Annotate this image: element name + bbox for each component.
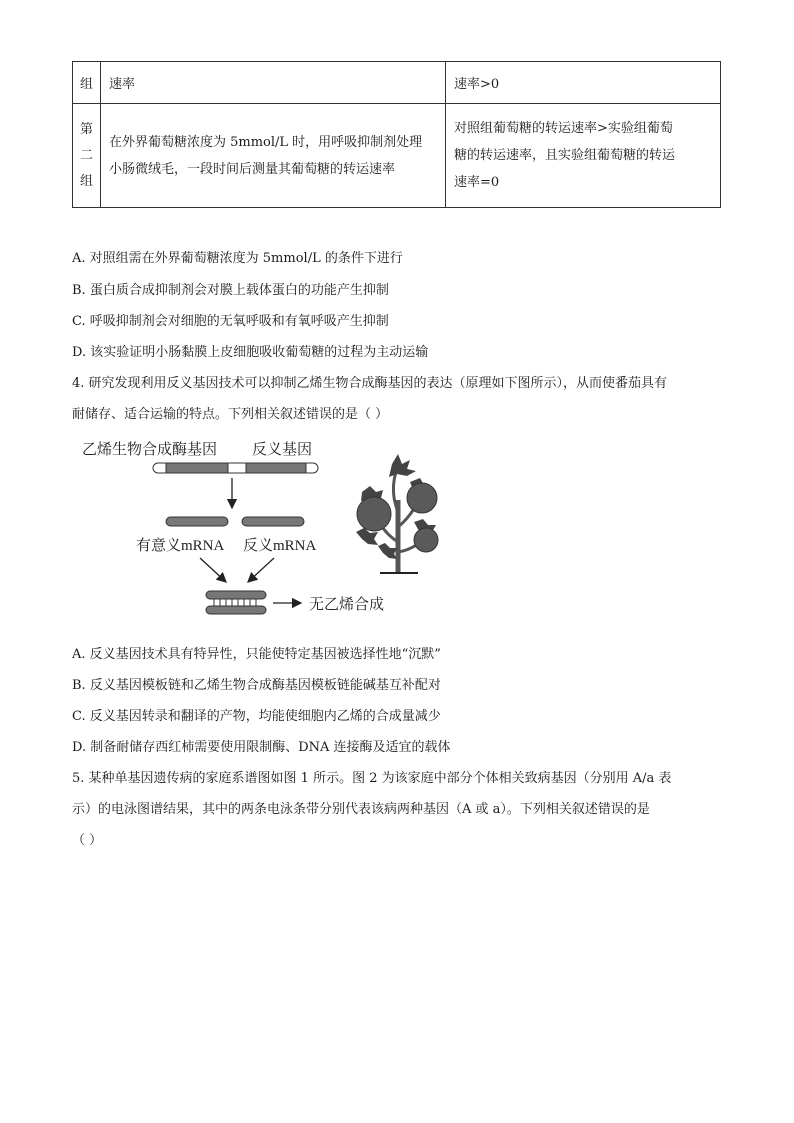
arrow-antisense [248, 558, 274, 582]
result-cell [446, 104, 721, 208]
header-rate-cell: 速率 [101, 62, 446, 104]
label-sense-mrna: 有意义mRNA [136, 538, 225, 554]
header-group-cell: 组 [73, 62, 101, 104]
q4-option-d: D. 制备耐储存西红柿需要使用限制酶、DNA 连接酶及适宜的载体 [72, 740, 451, 755]
label-antisense-gene: 反义基因 [252, 442, 313, 458]
rate-line: 小肠微绒毛，一段时间后测量其葡萄糖的转运速率 [109, 161, 396, 177]
header-result-cell: 速率>0 [446, 62, 721, 104]
result-line: 对照组葡萄糖的转运速率>实验组葡萄 [454, 121, 673, 136]
q4-option-b: B. 反义基因模板链和乙烯生物合成酶基因模板链能碱基互补配对 [72, 678, 441, 693]
group-char: 第 [79, 121, 93, 137]
q4-option-a: A. 反义基因技术具有特异性，只能使特定基因被选择性地“沉默” [72, 647, 441, 662]
tomato-plant-icon [352, 452, 442, 574]
experiment-table [72, 61, 721, 208]
label-antisense-mrna: 反义mRNA [243, 538, 317, 554]
q4-option-c: C. 反义基因转录和翻译的产物，均能使细胞内乙烯的合成量减少 [72, 709, 441, 724]
result-line: 糖的转运速率，且实验组葡萄糖的转运 [454, 148, 676, 163]
q5-stem-line: 示）的电泳图谱结果，其中的两条电泳条带分别代表该病两种基因（A 或 a）。下列相关叙述错误的是 [72, 802, 650, 817]
q5-stem-line: （ ） [72, 833, 103, 848]
label-ethylene-gene: 乙烯生物合成酶基因 [82, 442, 218, 458]
result-line: 速率=0 [454, 175, 500, 190]
arrow-sense [200, 558, 226, 582]
dna-bar [153, 463, 318, 473]
q5-stem-line: 5. 某种单基因遗传病的家庭系谱图如图 1 所示。图 2 为该家庭中部分个体相关致病基因（分别用 A/a 表 [72, 771, 672, 786]
group-cell [73, 104, 101, 208]
group-char: 二 [79, 147, 93, 163]
label-no-ethylene: 无乙烯合成 [309, 597, 385, 613]
q3-option-a: A. 对照组需在外界葡萄糖浓度为 5mmol/L 的条件下进行 [72, 251, 403, 266]
q4-stem-line: 耐储存、适合运输的特点。下列相关叙述错误的是（ ） [72, 407, 389, 422]
table-header-row [73, 62, 721, 104]
sense-mrna-bar [166, 517, 228, 526]
q3-option-c: C. 呼吸抑制剂会对细胞的无氧呼吸和有氧呼吸产生抑制 [72, 314, 389, 329]
q3-option-d: D. 该实验证明小肠黏膜上皮细胞吸收葡萄糖的过程为主动运输 [72, 345, 429, 360]
rate-cell [101, 104, 446, 208]
table-row [73, 104, 721, 208]
rate-line: 在外界葡萄糖浓度为 5mmol/L 时，用呼吸抑制剂处理 [109, 134, 423, 150]
group-char: 组 [79, 173, 93, 189]
double-strand-rna [206, 591, 266, 614]
antisense-mrna-bar [242, 517, 304, 526]
q4-stem-line: 4. 研究发现利用反义基因技术可以抑制乙烯生物合成酶基因的表达（原理如下图所示），从而使番茄具有 [72, 376, 668, 391]
q3-option-b: B. 蛋白质合成抑制剂会对膜上载体蛋白的功能产生抑制 [72, 283, 389, 298]
